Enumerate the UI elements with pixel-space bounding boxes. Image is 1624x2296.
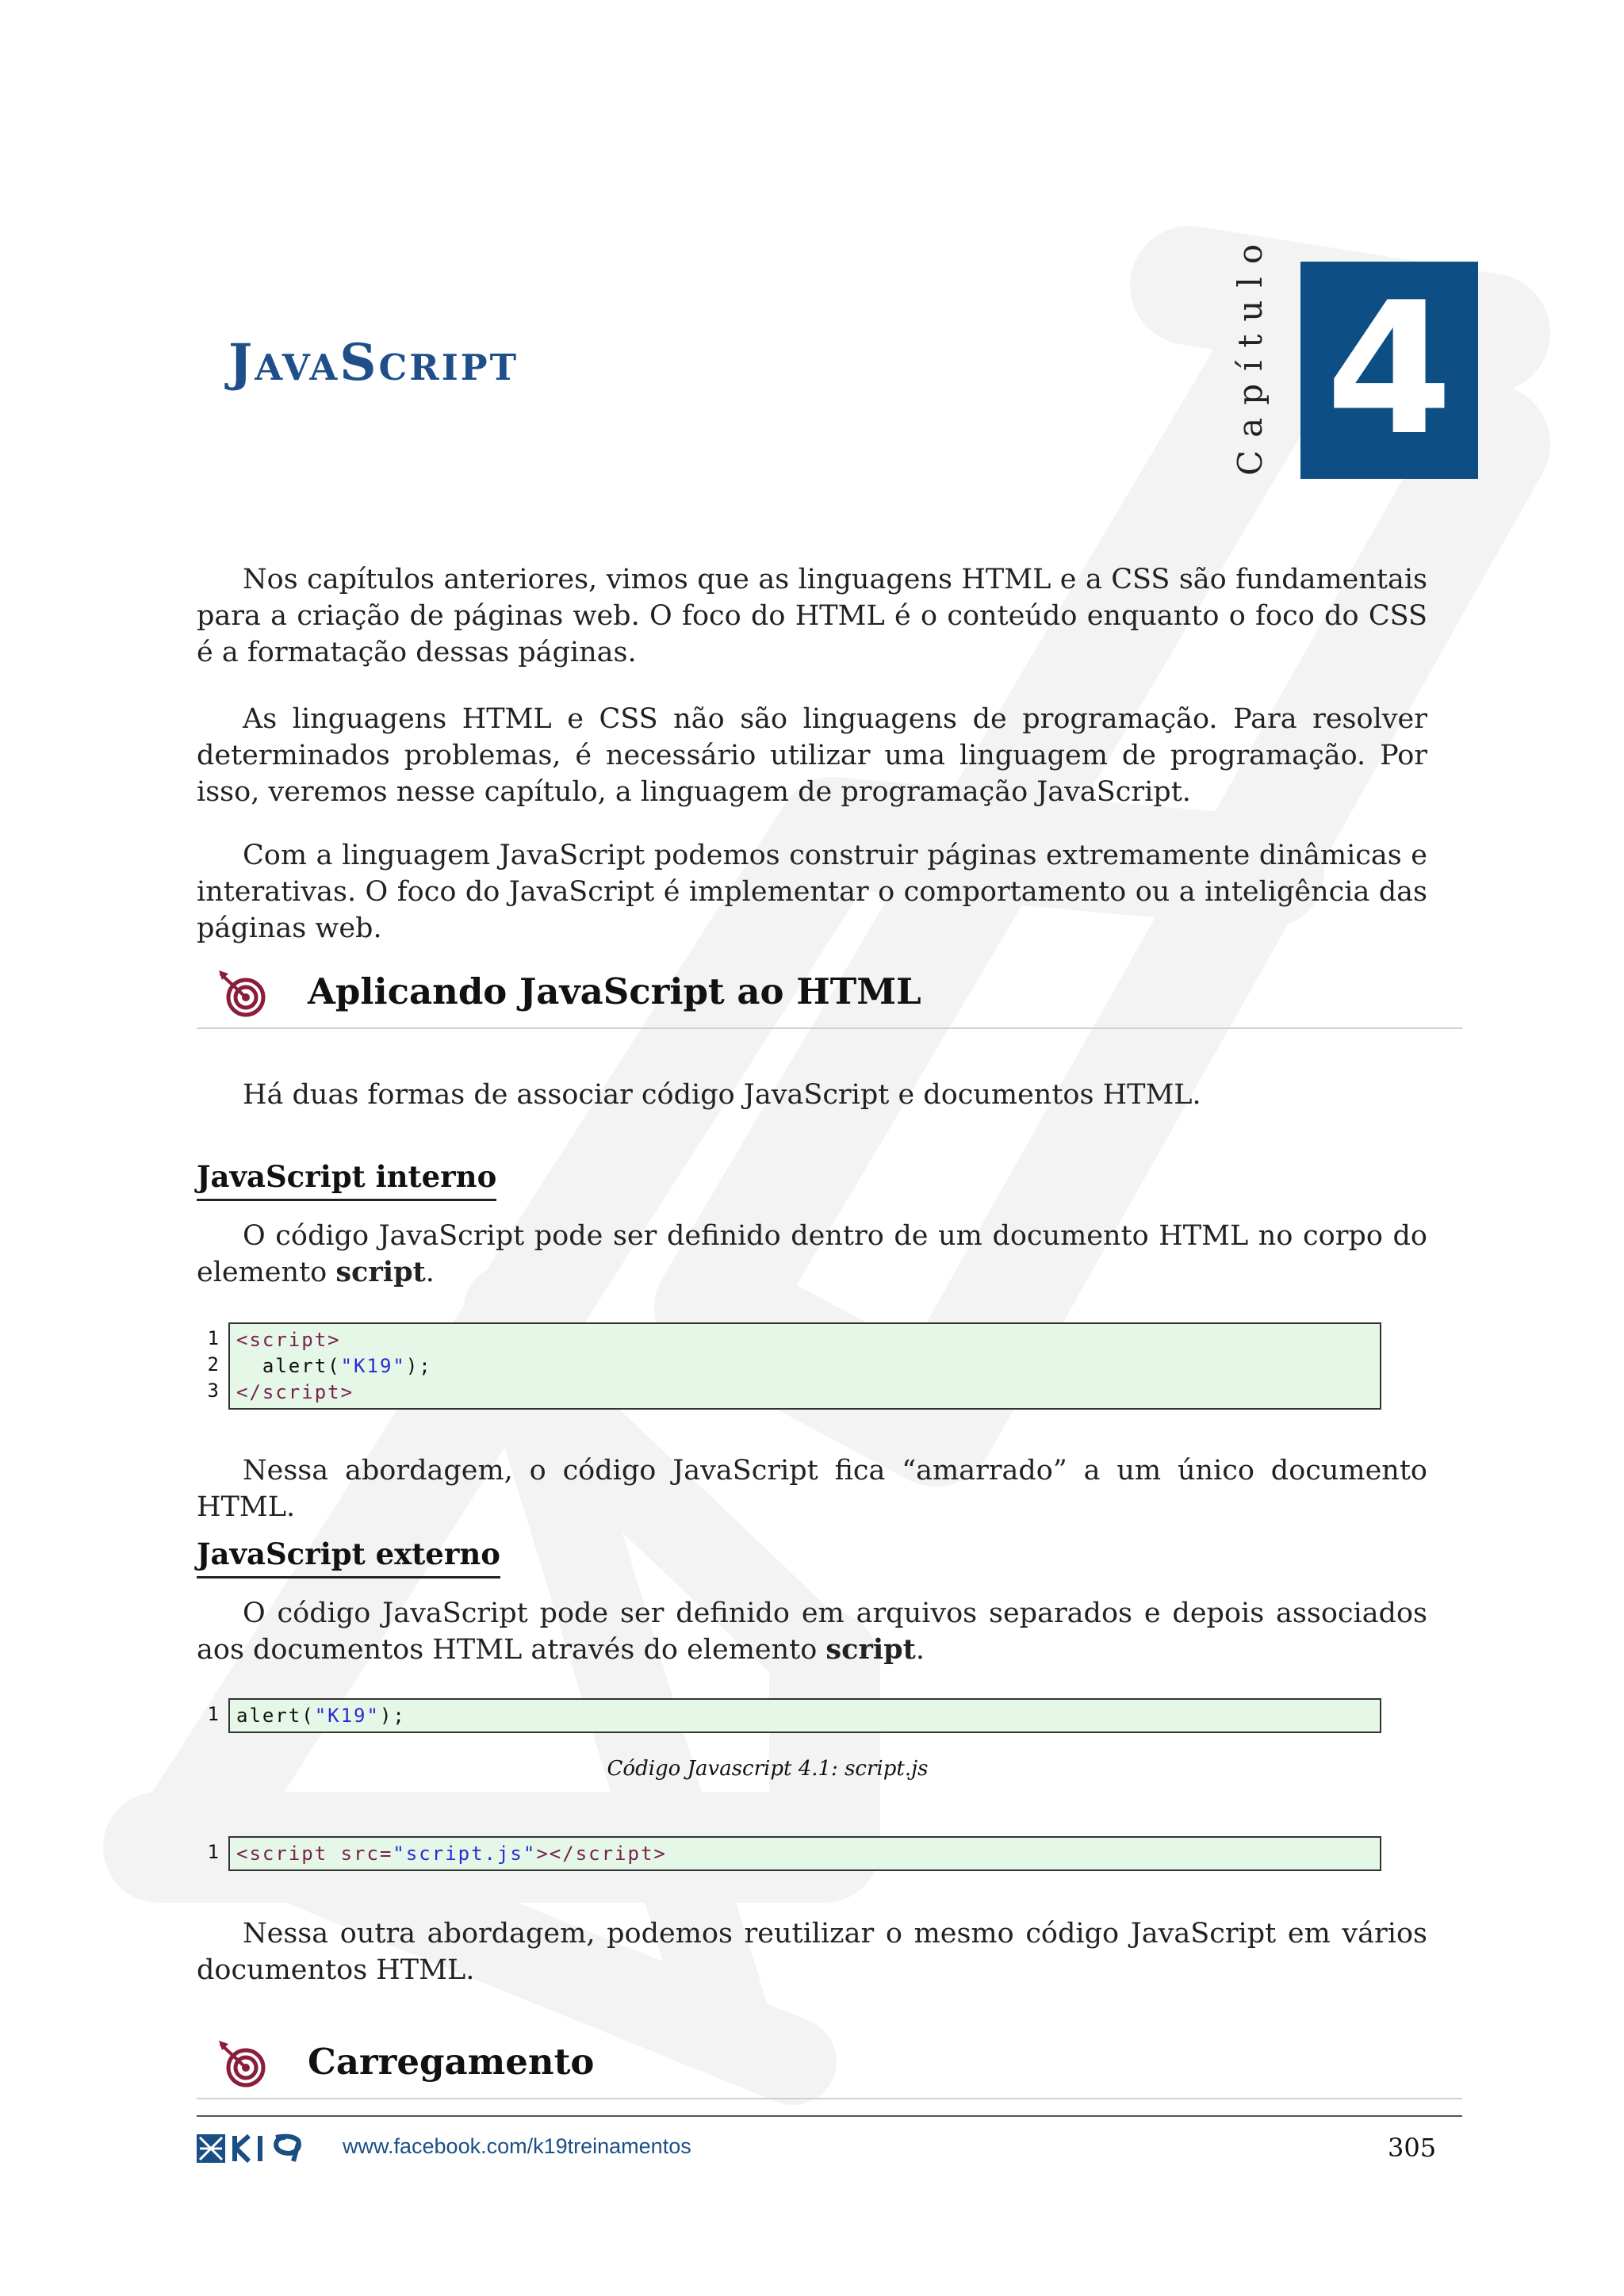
section-title: Carregamento [308, 2041, 595, 2083]
external-after-paragraph: Nessa outra abordagem, podemos reutilizar o mesmo código JavaScript em vários documentos HTML. [197, 1918, 1427, 1986]
section1-paragraph: Há duas formas de associar código JavaScript e documentos HTML. [243, 1079, 1201, 1111]
code-line: alert("K19"); [236, 1705, 406, 1727]
internal-text: O código JavaScript pode ser definido dentro de um documento HTML no corpo do elemento [197, 1220, 1427, 1288]
code-line: alert("K19"); [236, 1355, 432, 1377]
line-numbers [197, 1701, 220, 1728]
chapter-number-box [1300, 262, 1478, 479]
chapter-label: Capítulo [1231, 231, 1270, 476]
code-box [228, 1322, 1381, 1410]
code-line: </script> [236, 1381, 354, 1403]
line-numbers [197, 1326, 220, 1404]
external-bold-term: script [825, 1633, 916, 1666]
internal-paragraph [197, 1218, 1427, 1291]
footer-url[interactable]: www.facebook.com/k19treinamentos [343, 2134, 691, 2158]
subsection-heading-interno: JavaScript interno [197, 1159, 496, 1201]
code-box [228, 1698, 1381, 1733]
internal-bold-term: script [335, 1256, 426, 1288]
line-number: 1 [207, 1841, 220, 1863]
code-box [228, 1836, 1381, 1871]
internal-text-end: . [425, 1257, 435, 1288]
external-text: O código JavaScript pode ser definido em arquivos separados e depois associados aos documentos HTML através do elemento [197, 1598, 1427, 1666]
section-heading-carregamento [197, 2036, 1462, 2099]
target-icon [214, 2036, 270, 2091]
external-text-end: . [915, 1634, 925, 1666]
footer-divider [197, 2115, 1462, 2117]
code-line: <script src="script.js"></script> [236, 1843, 667, 1865]
section-heading-aplicando [197, 966, 1462, 1029]
line-number: 3 [207, 1380, 220, 1402]
k19-logo-icon [197, 2133, 320, 2164]
intro-paragraph-2: As linguagens HTML e CSS não são linguagens de programação. Para resolver determinados problemas, é necessário utilizar uma linguagem de programação. Por isso, veremos nesse capítulo, a linguagem de programação JavaScript. [197, 703, 1427, 808]
line-number: 1 [207, 1327, 220, 1349]
line-number: 1 [207, 1703, 220, 1725]
line-numbers [197, 1839, 220, 1866]
external-paragraph [197, 1595, 1427, 1668]
page-number: 305 [1388, 2133, 1437, 2163]
subsection-heading-externo: JavaScript externo [197, 1536, 500, 1578]
intro-paragraph-3: Com a linguagem JavaScript podemos construir páginas extremamente dinâmicas e interativas. O foco do JavaScript é implementar o comportamento ou a inteligência das páginas web. [197, 840, 1427, 944]
chapter-number: 4 [1325, 264, 1454, 476]
line-number: 2 [207, 1353, 220, 1376]
section-title: Aplicando JavaScript ao HTML [308, 970, 921, 1012]
intro-paragraph-1: Nos capítulos anteriores, vimos que as linguagens HTML e a CSS são fundamentais para a criação de páginas web. O foco do HTML é o conteúdo enquanto o foco do CSS é a formatação dessas páginas. [197, 564, 1427, 668]
code-caption: Código Javascript 4.1: script.js [607, 1757, 929, 1781]
internal-after-paragraph: Nessa abordagem, o código JavaScript fica “amarrado” a um único documento HTML. [197, 1455, 1427, 1523]
chapter-title: JavaScript [228, 333, 519, 392]
target-icon [214, 966, 270, 1021]
code-line: <script> [236, 1329, 341, 1351]
